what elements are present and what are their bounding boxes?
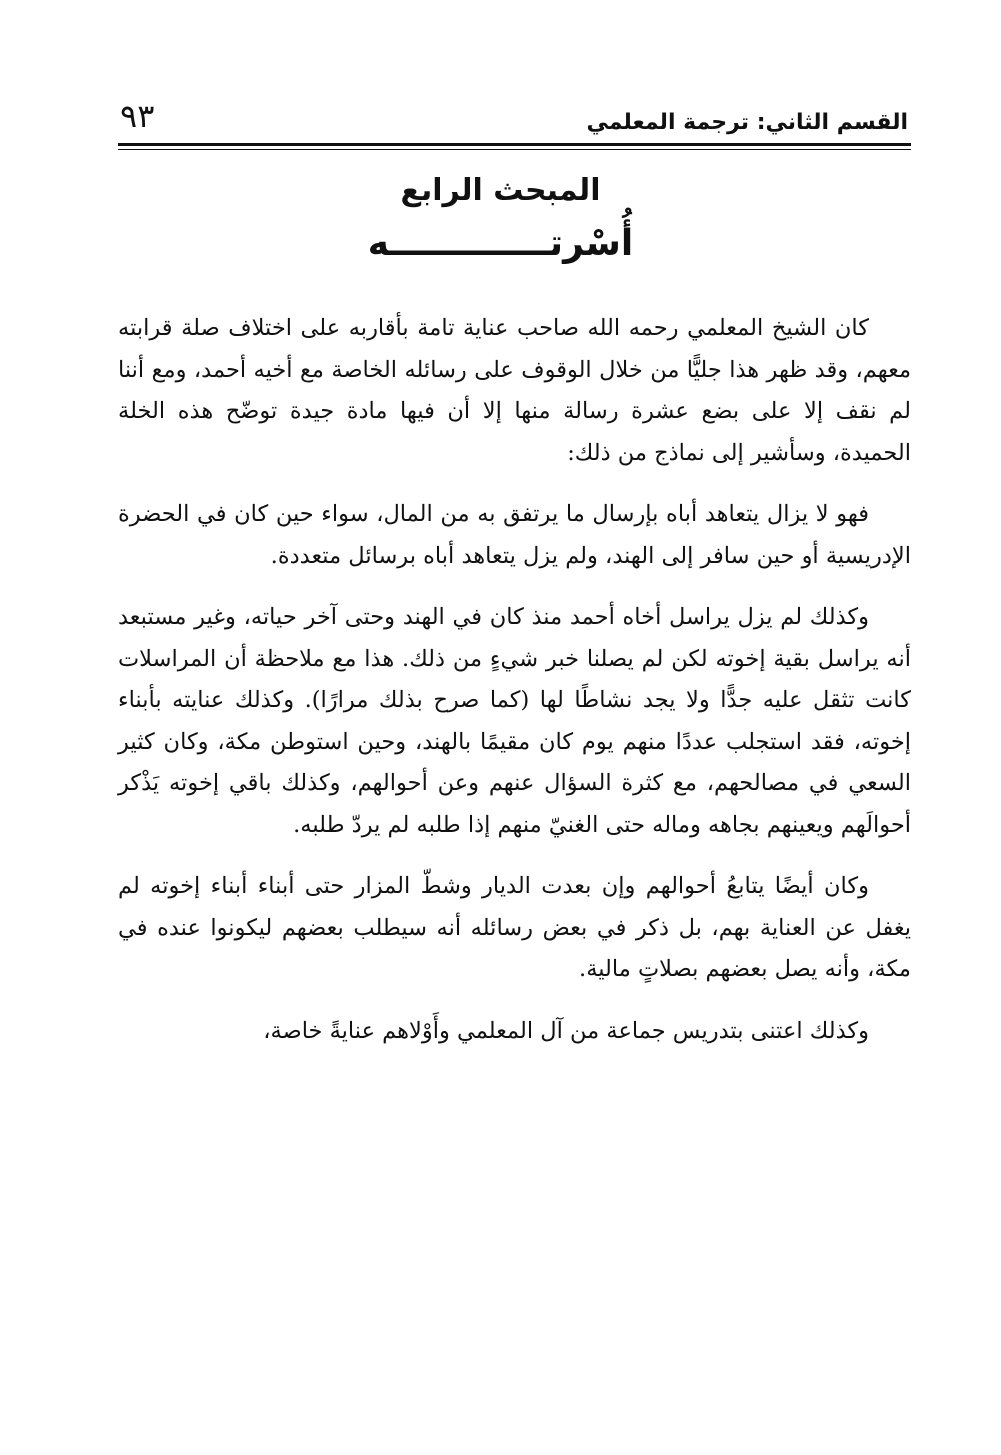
running-title: القسم الثاني: ترجمة المعلمي (586, 110, 908, 135)
paragraph: كان الشيخ المعلمي رحمه الله صاحب عناية تامة بأقاربه على اختلاف صلة قرابته معهم، وقد ظهر هذا جليًّا من خلال الوقوف على رسائله الخاصة مع أخيه أحمد، ومع أننا لم نقف إلا على بضع عشرة رسالة منها إلا أن فيها مادة جيدة توضّح هذه الخلة الحميدة، وسأشير إلى نماذج من ذلك: (118, 315, 911, 466)
header-rule-thin (118, 149, 911, 150)
section-title: المبحث الرابع (400, 173, 601, 208)
page-number: ٩٣ (120, 97, 155, 135)
paragraph: وكان أيضًا يتابعُ أحوالهم وإن بعدت الديار وشطّ المزار حتى أبناء أبناء إخوته لم يغفل عن العناية بهم، بل ذكر في بعض رسائله أنه سيطلب بعضهم ليكونوا عنده في مكة، وأنه يصل بعضهم بصلاتٍ مالية. (118, 873, 911, 982)
paragraph: وكذلك لم يزل يراسل أخاه أحمد منذ كان في الهند وحتى آخر حياته، وغير مستبعد أنه يراسل بقية إخوته لكن لم يصلنا خبر شيءٍ من ذلك. هذا مع ملاحظة أن المراسلات كانت تثقل عليه جدًّا ولا يجد نشاطًا لها (كما صرح بذلك مرارًا). وكذلك عنايته بأبناء إخوته، فقد استجلب عددًا منهم يوم كان مقيمًا بالهند، وحين استوطن مكة، وكان كثير السعي في مصالحهم، مع كثرة السؤال عنهم وعن أحوالهم، وكذلك باقي إخوته يَذْكر أحوالَهم ويعينهم بجاهه وماله حتى الغنيّ منهم إذا طلبه لم يردّ طلبه. (118, 604, 911, 838)
chapter-title: أُسْرتـــــــــــــه (367, 223, 634, 264)
paragraph: فهو لا يزال يتعاهد أباه بإرسال ما يرتفق به من المال، سواء حين كان في الحضرة الإدريسية أو حين سافر إلى الهند، ولم يزل يتعاهد أباه برسائل متعددة. (118, 501, 911, 569)
paragraph: وكذلك اعتنى بتدريس جماعة من آل المعلمي وأَوْلاهم عنايةً خاصة، (263, 1017, 869, 1044)
header-rule-thick (118, 143, 911, 146)
body-text (118, 308, 911, 1072)
